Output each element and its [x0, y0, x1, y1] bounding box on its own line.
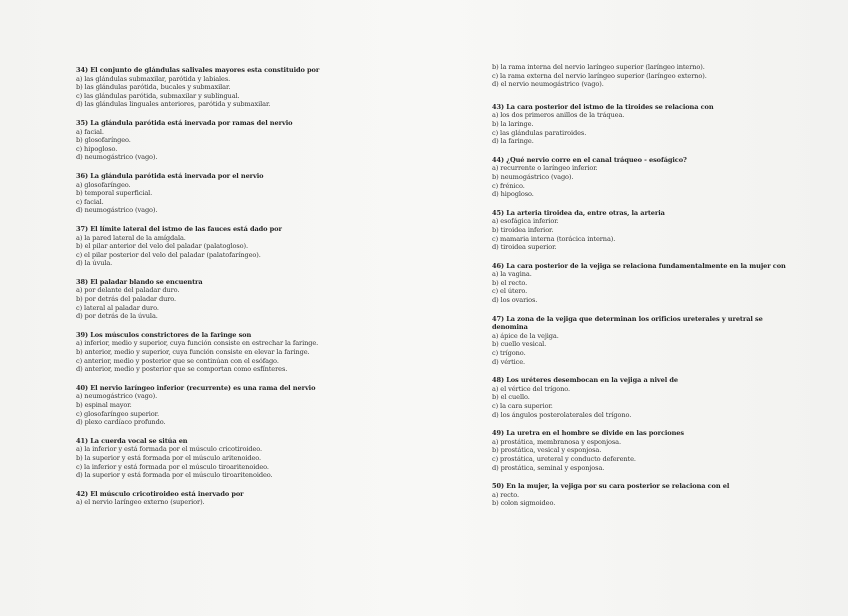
answer-option: c) anterior, medio y posterior que se continúan con el esófago.: [76, 356, 279, 365]
question-stem: 50) En la mujer, la vejiga por su cara posterior se relaciona con el: [492, 482, 730, 491]
answer-option: b) glosofaríngeo.: [76, 136, 131, 145]
question-stem: 48) Los uréteres desembocan en la vejiga a nivel de: [492, 376, 678, 385]
question-stem: 36) La glándula parótida está inervada por el nervio: [76, 171, 264, 180]
question-block: [76, 490, 406, 507]
answer-option: b) la superior y está formada por el músculo aritenoideo.: [76, 453, 262, 462]
question-block: [492, 262, 792, 305]
question-block: [492, 209, 792, 252]
answer-option: d) los ángulos posterolaterales del trígono.: [492, 410, 632, 419]
answer-option: a) la vagina.: [492, 270, 532, 279]
answer-option: a) recurrente o laríngeo inferior.: [492, 164, 598, 173]
right-column: [492, 63, 792, 518]
answer-option: d) la faringe.: [492, 137, 534, 146]
answer-option: c) las glándulas paratiroides.: [492, 128, 587, 137]
left-column: [76, 66, 406, 517]
question-stem: 41) La cuerda vocal se sitúa en: [76, 436, 188, 445]
question-stem: 42) El músculo cricotiroideo está inervado por: [76, 489, 244, 498]
answer-option: c) el útero.: [492, 287, 528, 296]
question-stem: 44) ¿Qué nervio corre en el canal tráqueo - esofágico?: [492, 155, 687, 164]
answer-option: d) tiroidea superior.: [492, 243, 557, 252]
answer-option: b) el cuello.: [492, 393, 530, 402]
question-continuation: [492, 63, 792, 89]
question-block: [492, 429, 792, 472]
answer-option: d) la superior y está formada por el músculo tiroaritenoideo.: [76, 471, 273, 480]
question-stem: 45) La arteria tiroidea da, entre otras, la arteria: [492, 208, 665, 217]
question-block: [76, 331, 406, 374]
answer-option: d) anterior, medio y posterior que se comportan como esfínteres.: [76, 365, 288, 374]
answer-option: c) la inferior y está formada por el músculo tiroaritenoideo.: [76, 462, 269, 471]
answer-option: b) tiroidea inferior.: [492, 225, 554, 234]
answer-option: d) neumogástrico (vago).: [76, 153, 158, 162]
answer-option: d) las glándulas linguales anteriores, parótida y submaxilar.: [76, 100, 271, 109]
answer-option: b) colon sigmoideo.: [492, 499, 556, 508]
answer-option: b) el pilar anterior del velo del paladar (palatogloso).: [76, 242, 248, 251]
question-stem: 49) La uretra en el hombre se divide en las porciones: [492, 429, 684, 438]
question-block: [76, 119, 406, 162]
answer-option: c) las glándulas parótida, submaxilar y sublingual.: [76, 91, 240, 100]
answer-option: b) temporal superficial.: [76, 189, 153, 198]
answer-option: a) recto.: [492, 490, 520, 499]
answer-option: c) la cara superior.: [492, 402, 553, 410]
answer-option: a) la inferior y está formada por el músculo cricotiroideo.: [76, 445, 263, 454]
answer-option: a) glosofaríngeo.: [76, 180, 131, 189]
question-block: [492, 315, 792, 367]
question-stem: 35) La glándula parótida está inervada por ramas del nervio: [76, 118, 293, 127]
question-block: [492, 482, 792, 508]
answer-option: a) los dos primeros anillos de la tráquea.: [492, 111, 625, 120]
answer-option: d) por detrás de la úvula.: [76, 312, 158, 321]
answer-option: c) mamaria interna (torácica interna).: [492, 234, 616, 243]
answer-option: b) la laringe.: [492, 119, 534, 128]
question-stem: 39) Los músculos constrictores de la faringe son: [76, 330, 252, 339]
question-stem: 40) El nervio laríngeo inferior (recurrente) es una rama del nervio: [76, 383, 316, 392]
question-stem: 47) La zona de la vejiga que determinan los orificios ureterales y uretral se denomina: [492, 314, 763, 332]
answer-option: c) frénico.: [492, 181, 525, 190]
answer-option: a) por delante del paladar duro.: [76, 286, 180, 295]
answer-option: b) las glándulas parótida, bucales y submaxilar.: [76, 83, 231, 92]
question-block: [76, 66, 406, 109]
answer-option: a) el nervio laríngeo externo (superior).: [76, 498, 205, 507]
answer-option: a) las glándulas submaxilar, parótida y labiales.: [76, 74, 231, 83]
answer-option: a) neumogástrico (vago).: [76, 392, 158, 401]
answer-option: b) el recto.: [492, 278, 528, 287]
answer-option: a) esofágica inferior.: [492, 217, 559, 226]
question-block: [76, 384, 406, 427]
question-block: [492, 103, 792, 146]
question-block: [76, 172, 406, 215]
answer-option: c) prostática, ureteral y conducto deferente.: [492, 454, 636, 463]
answer-option: b) espinal mayor.: [76, 401, 132, 409]
answer-option: d) el nervio neumogástrico (vago).: [492, 80, 604, 89]
question-block: [76, 437, 406, 480]
answer-option: b) prostática, vesical y esponjosa.: [492, 446, 602, 455]
answer-option: b) neumogástrico (vago).: [492, 172, 574, 181]
answer-option: d) los ovarios.: [492, 296, 538, 305]
answer-option: c) hipogloso.: [76, 144, 118, 153]
question-block: [492, 376, 792, 419]
answer-option: b) por detrás del paladar duro.: [76, 295, 177, 304]
answer-option: a) ápice de la vejiga.: [492, 331, 559, 340]
answer-option: a) facial.: [76, 127, 104, 136]
question-stem: 46) La cara posterior de la vejiga se relaciona fundamentalmente en la mujer con: [492, 261, 786, 270]
answer-option: d) neumogástrico (vago).: [76, 206, 158, 215]
question-stem: 38) El paladar blando se encuentra: [76, 277, 203, 286]
answer-option: c) facial.: [76, 197, 104, 206]
answer-option: c) trígono.: [492, 349, 526, 358]
answer-option: d) la úvula.: [76, 259, 113, 268]
question-block: [76, 278, 406, 321]
answer-option: a) inferior, medio y superior, cuya función consiste en estrechar la faringe.: [76, 339, 319, 348]
answer-option: c) glosofaríngeo superior.: [76, 409, 159, 418]
answer-option: b) anterior, medio y superior, cuya función consiste en elevar la faringe.: [76, 348, 310, 357]
answer-option: c) lateral al paladar duro.: [76, 303, 159, 312]
answer-option: d) hipogloso.: [492, 190, 534, 199]
question-stem: 34) El conjunto de glándulas salivales mayores esta constituido por: [76, 66, 320, 74]
answer-option: c) la rama externa del nervio laríngeo superior (laríngeo externo).: [492, 71, 707, 80]
answer-option: a) el vértice del trígono.: [492, 384, 570, 393]
answer-option: d) plexo cardíaco profundo.: [76, 418, 166, 427]
question-stem: 37) El límite lateral del istmo de las fauces está dado por: [76, 224, 282, 233]
question-block: [492, 156, 792, 199]
answer-option: d) prostática, seminal y esponjosa.: [492, 463, 605, 472]
answer-option: d) vértice.: [492, 357, 526, 366]
answer-option: b) la rama interna del nervio laríngeo superior (laríngeo interno).: [492, 63, 705, 71]
answer-option: b) cuello vesical.: [492, 340, 547, 349]
answer-option: a) prostática, membranosa y esponjosa.: [492, 437, 621, 446]
question-stem: 43) La cara posterior del istmo de la tiroides se relaciona con: [492, 102, 714, 111]
question-block: [76, 225, 406, 268]
answer-option: c) el pilar posterior del velo del paladar (palatofaríngeo).: [76, 250, 261, 259]
answer-option: a) la pared lateral de la amígdala.: [76, 233, 186, 242]
